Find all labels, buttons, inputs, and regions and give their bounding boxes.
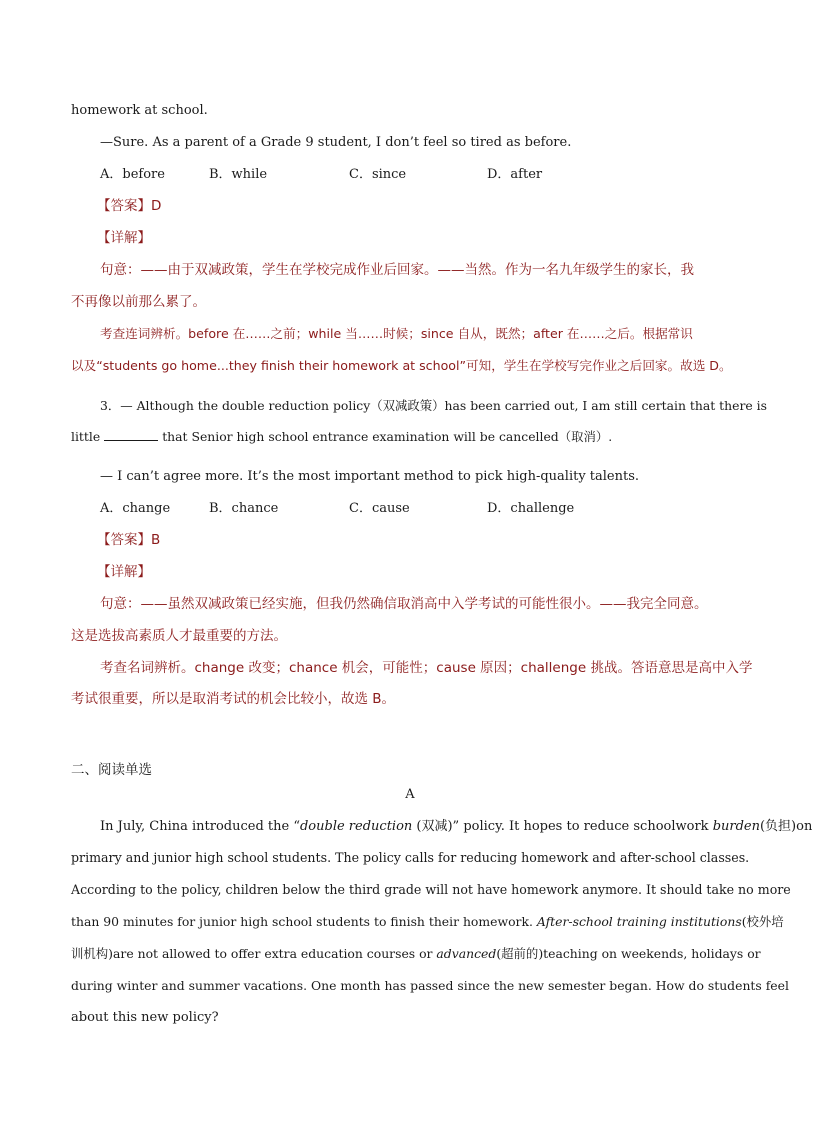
q2-analysis-line2: 以及“students go home...they finish their homework at school”可知，学生在学校写完作业之后回家。故选 D。 [71,358,732,373]
passage-line-4 [71,914,784,930]
q2-meaning-line2: 不再像以前那么累了。 [71,294,206,310]
passage-term-advanced: advanced [436,946,497,961]
passage-line-6: during winter and summer vacations. One month has passed since the new semester began. How do students feel [71,978,789,993]
answer-blank [104,429,158,441]
q3-detail-tag: 【详解】 [97,564,151,580]
passage-line4-part3: (校外培 [741,914,784,929]
q2-option-a: A．before [100,167,165,182]
passage-line-1 [100,819,812,835]
section-heading: 二、阅读单选 [71,762,152,778]
q3-option-c: C．cause [349,501,410,516]
passage-line5-part1: 训机构)are not allowed to offer extra education courses or [71,946,437,961]
q3-stem-word: little [71,429,101,444]
q3-meaning-line1: 句意：——虽然双减政策已经实施，但我仍然确信取消高中入学考试的可能性很小。——我完全同意。 [100,596,708,612]
q3-option-a: A．change [100,501,171,516]
q2-reply: —Sure. As a parent of a Grade 9 student, I don’t feel so tired as before. [100,135,572,150]
q3-option-b: B．chance [209,501,279,516]
passage-line-3: According to the policy, children below the third grade will not have homework anymore. It should take no more [71,882,791,897]
q3-stem-rest: that Senior high school entrance examination will be cancelled（取消）. [162,429,613,444]
q2-option-d: D．after [487,167,543,182]
q3-meaning-line2: 这是选拔高素质人才最重要的方法。 [71,628,287,644]
q3-stem-line2 [71,429,612,445]
passage-line-5 [71,946,761,962]
passage-line-7: about this new policy? [71,1010,219,1025]
passage-line1-part5: (负担)on [759,819,813,834]
q3-reply: — I can’t agree more. It’s the most important method to pick high-quality talents. [100,469,640,484]
q3-stem-line1: 3．— Although the double reduction policy（双减政策）has been carried out, I am still certain that there is [100,398,767,413]
q2-option-b: B．while [209,167,268,182]
q2-answer: 【答案】D [97,198,162,214]
passage-line1-part1: In July, China introduced the “ [100,819,300,834]
passage-term-double-reduction: double reduction [299,819,413,834]
q2-analysis-line1: 考查连词辨析。before 在……之前；while 当……时候；since 自从，既然；after 在……之后。根据常识 [100,326,693,341]
passage-label: A [405,787,415,802]
q3-analysis-line1: 考查名词辨析。change 改变；chance 机会，可能性；cause 原因；challenge 挑战。答语意思是高中入学 [100,660,753,676]
passage-line5-part3: (超前的)teaching on weekends, holidays or [496,946,761,961]
q2-meaning-line1: 句意：——由于双减政策，学生在学校完成作业后回家。——当然。作为一名九年级学生的家长，我 [100,262,694,278]
passage-term-burden: burden [712,819,760,834]
q3-analysis-line2: 考试很重要，所以是取消考试的机会比较小，故选 B。 [71,691,396,707]
q3-answer: 【答案】B [97,532,161,548]
passage-term-institutions: After-school training institutions [536,914,742,929]
q2-option-c: C．since [349,167,407,182]
q2-detail-tag: 【详解】 [97,230,151,246]
passage-line-2: primary and junior high school students. The policy calls for reducing homework and after-school classes. [71,850,750,865]
passage-line1-part3: (双减)” policy. It hopes to reduce schoolwork [412,819,713,834]
q3-option-d: D．challenge [487,501,575,516]
passage-line4-part1: than 90 minutes for junior high school students to finish their homework. [71,914,537,929]
q2-stem-end: homework at school. [71,103,208,118]
